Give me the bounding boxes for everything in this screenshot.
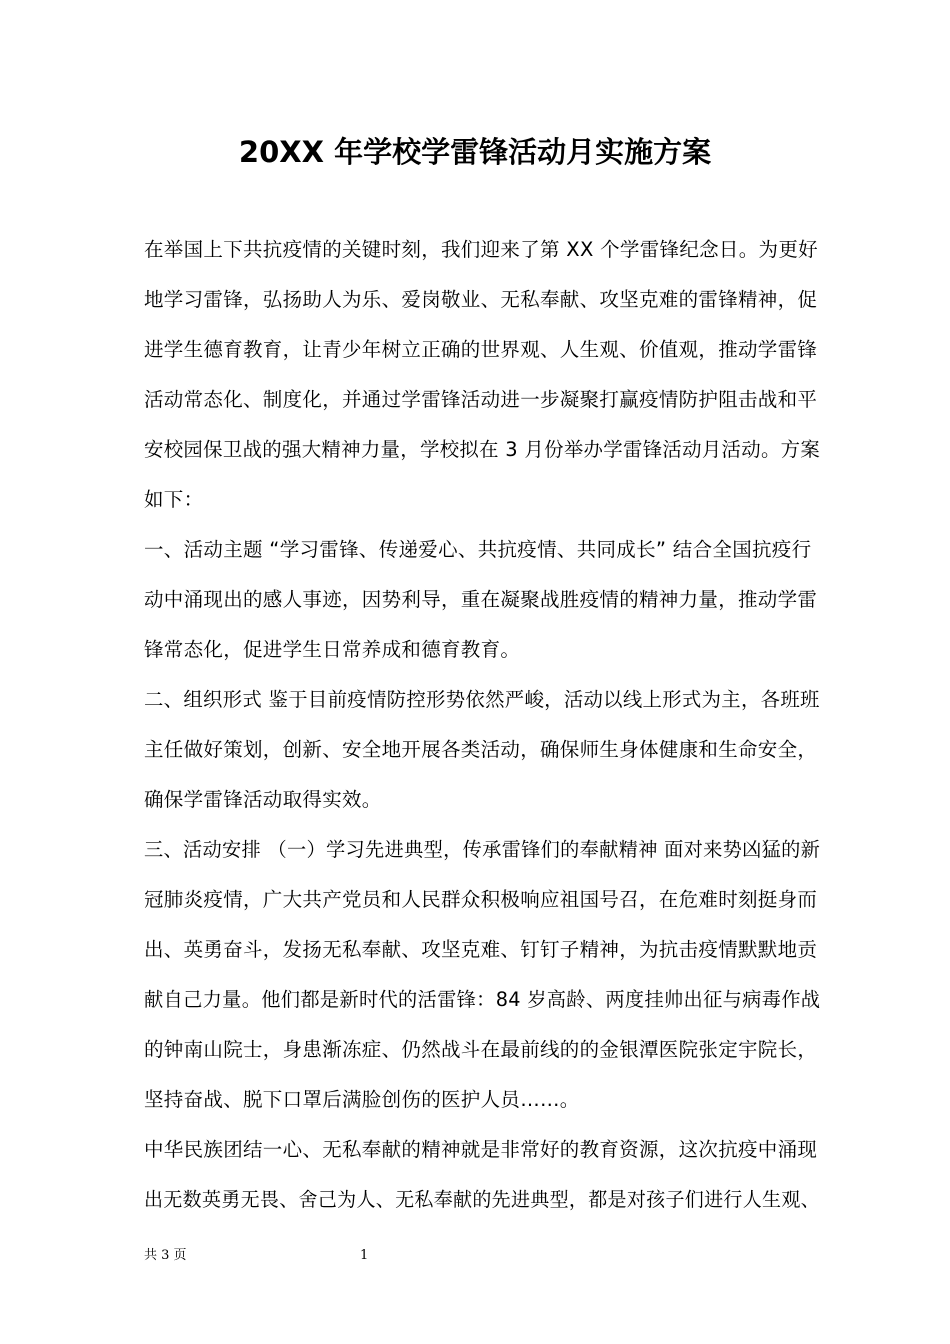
page-number: 1 [360, 1248, 369, 1263]
body-line: 出无数英勇无畏、舍己为人、无私奉献的先进典型，都是对孩子们进行人生观、 [144, 1188, 821, 1211]
body-line: 三、活动安排 （一）学习先进典型，传承雷锋们的奉献精神 面对来势凶猛的新 [144, 838, 821, 861]
body-line: 冠肺炎疫情，广大共产党员和人民群众积极响应祖国号召，在危难时刻挺身而 [144, 888, 818, 911]
body-line: 在举国上下共抗疫情的关键时刻，我们迎来了第 XX 个学雷锋纪念日。为更好 [144, 238, 818, 261]
body-line: 活动常态化、制度化，并通过学雷锋活动进一步凝聚打赢疫情防护阻击战和平 [144, 388, 818, 411]
body-line: 一、活动主题 “学习雷锋、传递爱心、共抗疫情、共同成长” 结合全国抗疫行 [144, 538, 812, 561]
document-title: 20XX 年学校学雷锋活动月实施方案 [238, 135, 712, 169]
body-line: 锋常态化，促进学生日常养成和德育教育。 [144, 638, 521, 661]
body-line: 主任做好策划，创新、安全地开展各类活动，确保师生身体健康和生命安全， [144, 738, 818, 761]
body-line: 如下： [144, 488, 204, 511]
body-line: 献自己力量。他们都是新时代的活雷锋：84 岁高龄、两度挂帅出征与病毒作战 [144, 988, 821, 1011]
body-line: 坚持奋战、脱下口罩后满脸创伤的医护人员……。 [144, 1088, 580, 1111]
page-count: 共 3 页 [144, 1248, 187, 1263]
body-line: 进学生德育教育，让青少年树立正确的世界观、人生观、价值观，推动学雷锋 [144, 338, 818, 361]
body-line: 确保学雷锋活动取得实效。 [144, 788, 382, 811]
body-line: 中华民族团结一心、无私奉献的精神就是非常好的教育资源，这次抗疫中涌现 [144, 1138, 818, 1161]
body-line: 出、英勇奋斗，发扬无私奉献、攻坚克难、钉钉子精神，为抗击疫情默默地贡 [144, 938, 818, 961]
body-line: 的钟南山院士，身患渐冻症、仍然战斗在最前线的的金银潭医院张定宇院长， [144, 1038, 818, 1061]
body-line: 安校园保卫战的强大精神力量，学校拟在 3 月份举办学雷锋活动月活动。方案 [144, 438, 821, 461]
body-line: 地学习雷锋，弘扬助人为乐、爱岗敬业、无私奉献、攻坚克难的雷锋精神，促 [144, 288, 818, 311]
body-line: 二、组织形式 鉴于目前疫情防控形势依然严峻，活动以线上形式为主，各班班 [144, 688, 820, 711]
body-line: 动中涌现出的感人事迹，因势利导，重在凝聚战胜疫情的精神力量，推动学雷 [144, 588, 818, 611]
document-body [144, 228, 821, 1228]
